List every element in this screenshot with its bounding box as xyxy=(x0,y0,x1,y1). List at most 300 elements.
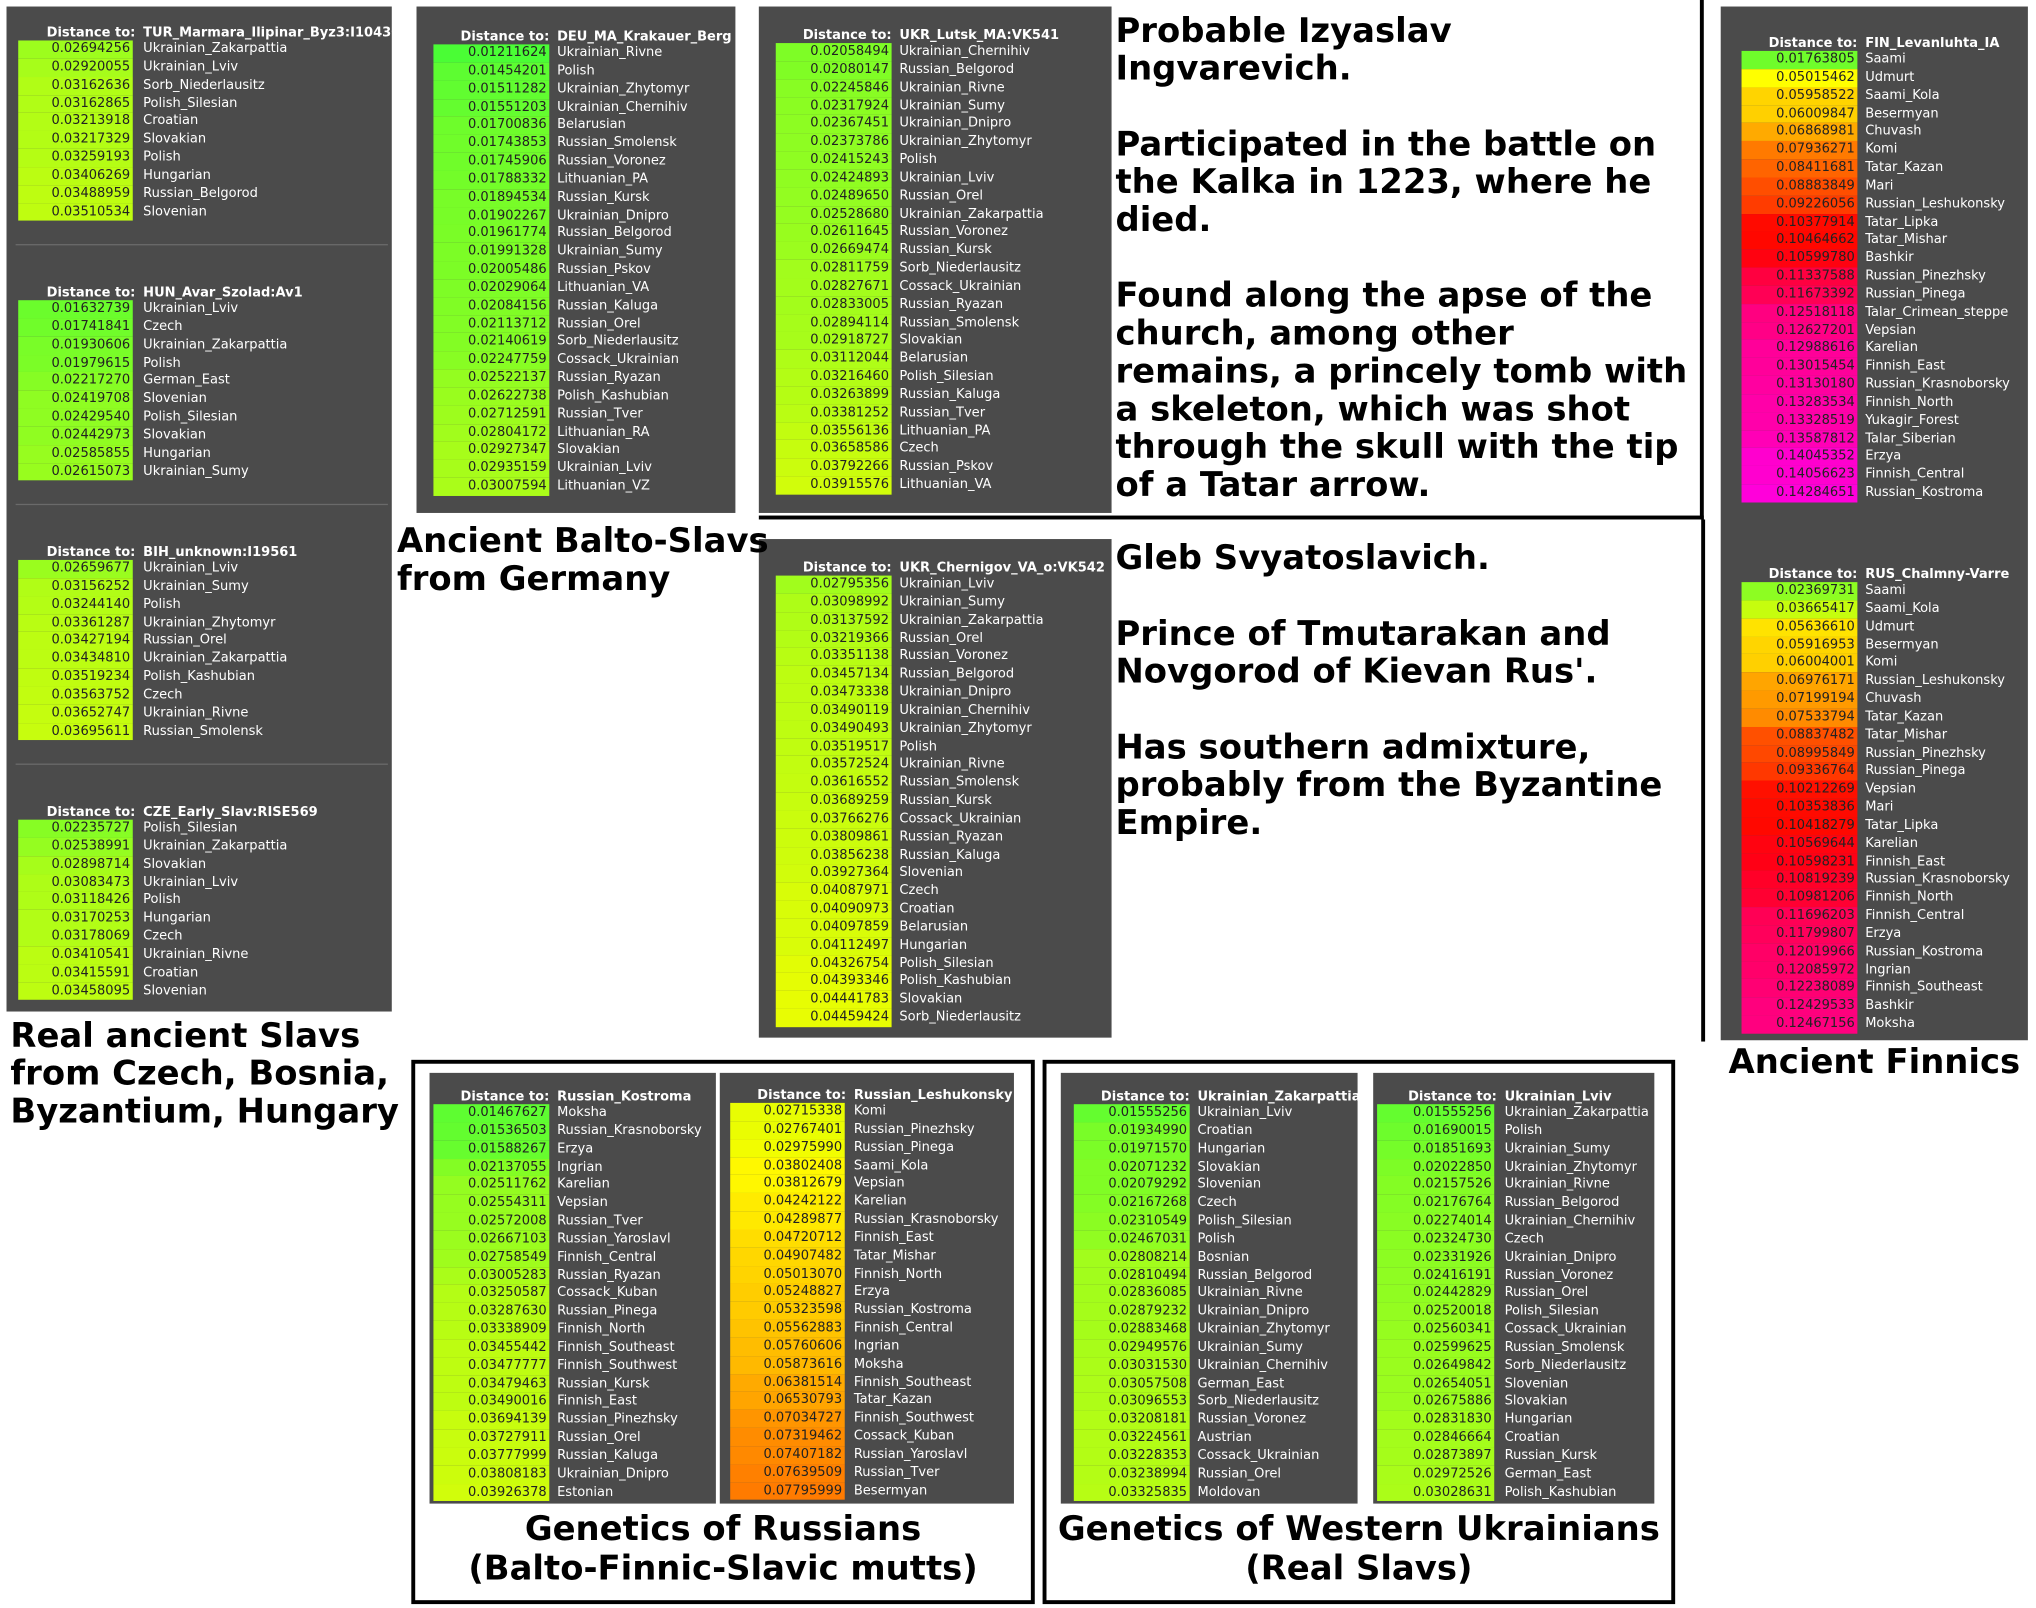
distance-value-cell: 0.02669474 xyxy=(776,242,892,260)
distance-value-cell: 0.03458095 xyxy=(18,982,133,1000)
distance-value-cell: 0.03926378 xyxy=(433,1484,549,1502)
population-name: Ukrainian_Zakarpattia xyxy=(143,651,288,666)
population-name: Komi xyxy=(1865,142,1898,157)
distance-value-cell: 0.03325835 xyxy=(1074,1484,1190,1502)
population-name: Vepsian xyxy=(1865,323,1916,338)
distance-value-cell: 0.02554311 xyxy=(433,1195,549,1213)
distance-value-cell: 0.01741841 xyxy=(18,318,133,336)
population-name: Hungarian xyxy=(1504,1412,1573,1427)
population-name: Polish xyxy=(1504,1123,1543,1138)
distance-value-cell: 0.03665417 xyxy=(1742,600,1858,618)
distance-value-cell: 0.02659677 xyxy=(18,560,133,578)
distance-value-cell: 0.02416191 xyxy=(1377,1267,1494,1285)
caption-line: (Real Slavs) xyxy=(1245,1549,1473,1589)
population-name: Russian_Smolensk xyxy=(557,135,677,151)
population-name: Czech xyxy=(143,687,183,703)
distance-value-cell: 0.02247759 xyxy=(433,351,549,369)
population-name: Ukrainian_Zakarpattia xyxy=(899,613,1044,628)
population-name: Russian_Belgorod xyxy=(1504,1195,1620,1211)
distance-value-cell: 0.02694256 xyxy=(18,40,133,58)
population-name: Erzya xyxy=(557,1141,594,1156)
distance-value-cell: 0.02176764 xyxy=(1377,1195,1494,1213)
population-name: Ukrainian_Sumy xyxy=(557,244,663,259)
population-name: Sorb_Niederlausitz xyxy=(143,77,265,93)
population-name: Finnish_East xyxy=(557,1394,637,1409)
population-name: Croatian xyxy=(143,114,199,129)
population-name: Tatar_Lipka xyxy=(1865,214,1939,230)
population-name: Ukrainian_Chernihiv xyxy=(1504,1213,1636,1229)
distance-value-cell: 0.02029064 xyxy=(433,279,549,297)
distance-value-cell: 0.02317924 xyxy=(776,97,892,115)
distance-value-cell: 0.02836085 xyxy=(1074,1285,1190,1303)
distance-value-cell: 0.06976171 xyxy=(1742,672,1858,690)
population-name: Russian_Pinega xyxy=(1865,287,1966,302)
population-name: Polish_Kashubian xyxy=(557,388,669,404)
distance-value-cell: 0.03658586 xyxy=(776,440,892,458)
distance-value-cell: 0.03434810 xyxy=(18,650,133,668)
distance-value-cell: 0.04097859 xyxy=(776,919,892,937)
population-name: Polish xyxy=(557,63,595,79)
population-name: Russian_Voronez xyxy=(899,649,1009,664)
population-name: Bosnian xyxy=(1197,1250,1250,1265)
caption-line: Byzantium, Hungary xyxy=(10,1092,399,1132)
target-population: TUR_Marmara_Ilipinar_Byz3:I10430 xyxy=(143,26,401,41)
target-population: RUS_Chalmny-Varre xyxy=(1865,567,2010,583)
distance-value-cell: 0.02972526 xyxy=(1377,1465,1494,1483)
distance-value-cell: 0.02810494 xyxy=(1074,1267,1190,1285)
distance-value-cell: 0.03156252 xyxy=(18,578,133,596)
distance-to-label: Distance to: xyxy=(1408,1089,1497,1105)
distance-value-cell: 0.02883468 xyxy=(1074,1321,1190,1339)
distance-value-cell: 0.02167268 xyxy=(1074,1195,1190,1213)
distance-value-cell: 0.07639509 xyxy=(730,1464,845,1482)
population-name: Finnish_Central xyxy=(853,1320,954,1336)
caption-russians xyxy=(411,1510,1034,1588)
distance-value-cell: 0.02827671 xyxy=(776,278,892,296)
target-population: Ukrainian_Lviv xyxy=(1504,1089,1612,1105)
distance-value-cell: 0.03162636 xyxy=(18,77,133,95)
distance-value-cell: 0.03490016 xyxy=(433,1393,549,1411)
population-name: Komi xyxy=(1865,655,1898,671)
distance-to-label: Distance to: xyxy=(1768,36,1858,51)
distance-value-cell: 0.02538991 xyxy=(18,838,133,856)
distance-value-cell: 0.03477777 xyxy=(433,1357,549,1375)
distance-value-cell: 0.01930606 xyxy=(18,336,133,354)
distance-value-cell: 0.02808214 xyxy=(1074,1249,1190,1267)
population-name: Bashkir xyxy=(1865,250,1914,266)
distance-to-label: Distance to: xyxy=(46,285,136,301)
population-name: Ukrainian_Rivne xyxy=(143,947,249,962)
distance-value-cell: 0.07199194 xyxy=(1742,690,1858,708)
distance-value-cell: 0.13587812 xyxy=(1742,430,1858,448)
population-name: Mari xyxy=(1865,800,1894,815)
distance-value-cell: 0.03351138 xyxy=(776,648,892,666)
population-name: Russian_Voronez xyxy=(1197,1412,1307,1427)
population-name: Slovenian xyxy=(1197,1177,1262,1193)
population-name: Finnish_Central xyxy=(557,1250,657,1265)
population-name: Russian_Voronez xyxy=(1504,1268,1614,1283)
distance-value-cell: 0.03652747 xyxy=(18,704,133,722)
distance-value-cell: 0.03031530 xyxy=(1074,1357,1190,1375)
distance-value-cell: 0.03112044 xyxy=(776,350,892,368)
population-name: Besermyan xyxy=(1865,106,1939,121)
population-name: Russian_Ryazan xyxy=(557,1268,661,1283)
distance-value-cell: 0.03856238 xyxy=(776,847,892,865)
caption-real-slavs xyxy=(10,1018,399,1132)
population-name: Ukrainian_Zhytomyr xyxy=(143,615,276,630)
population-name: Vepsian xyxy=(557,1195,608,1211)
population-name: Czech xyxy=(143,929,183,944)
population-name: Polish_Kashubian xyxy=(1504,1484,1617,1500)
population-name: Russian_Kursk xyxy=(557,190,650,205)
population-name: Russian_Pinezhsky xyxy=(1865,268,1986,284)
distance-value-cell: 0.03616552 xyxy=(776,774,892,792)
population-name: Moksha xyxy=(557,1105,607,1120)
population-name: Tatar_Kazan xyxy=(1865,709,1944,725)
distance-value-cell: 0.12238089 xyxy=(1742,980,1858,998)
population-name: Finnish_North xyxy=(1865,395,1954,410)
population-name: Erzya xyxy=(1865,926,1902,941)
target-population: BIH_unknown:I19561 xyxy=(143,545,298,560)
distance-value-cell: 0.03213918 xyxy=(18,113,133,131)
distance-value-cell: 0.01961774 xyxy=(433,225,549,243)
population-name: Sorb_Niederlausitz xyxy=(1197,1394,1319,1409)
population-name: Vepsian xyxy=(1865,782,1916,797)
distance-value-cell: 0.05636610 xyxy=(1742,618,1858,636)
population-name: Czech xyxy=(1504,1231,1545,1247)
distance-value-cell: 0.04459424 xyxy=(776,1009,892,1027)
population-name: Ukrainian_Zakarpattia xyxy=(899,206,1044,222)
distance-value-cell: 0.02585855 xyxy=(18,445,133,463)
distance-value-cell: 0.05958522 xyxy=(1742,87,1858,105)
distance-value-cell: 0.03162865 xyxy=(18,95,133,113)
distance-value-cell: 0.03488959 xyxy=(18,185,133,203)
distance-value-cell: 0.13283534 xyxy=(1742,394,1858,412)
population-name: Lithuanian_VA xyxy=(899,477,992,493)
population-name: Russian_Belgorod xyxy=(143,186,258,201)
distance-value-cell: 0.03694139 xyxy=(433,1411,549,1429)
distance-value-cell: 0.10353836 xyxy=(1742,799,1858,817)
population-name: Finnish_Southwest xyxy=(853,1411,975,1426)
population-name: Russian_Smolensk xyxy=(899,775,1020,790)
distance-value-cell: 0.02654051 xyxy=(1377,1375,1494,1393)
target-population: UKR_Lutsk_MA:VK541 xyxy=(899,28,1060,44)
distance-value-cell: 0.14284651 xyxy=(1742,484,1858,502)
population-name: Cossack_Ukrainian xyxy=(899,279,1022,294)
population-name: Chuvash xyxy=(1865,124,1922,139)
population-name: Slovakian xyxy=(143,427,207,443)
distance-value-cell: 0.01551203 xyxy=(433,99,549,117)
distance-value-cell: 0.02324730 xyxy=(1377,1231,1494,1249)
population-name: Ukrainian_Sumy xyxy=(1197,1340,1303,1355)
distance-value-cell: 0.01979615 xyxy=(18,354,133,372)
note-gleb xyxy=(1115,540,1688,881)
population-name: Russian_Pskov xyxy=(899,459,994,475)
distance-value-cell: 0.03338909 xyxy=(433,1321,549,1339)
distance-value-cell: 0.02157526 xyxy=(1377,1176,1494,1194)
population-name: Ukrainian_Zakarpattia xyxy=(143,839,288,854)
population-name: Polish_Silesian xyxy=(143,409,238,425)
distance-value-cell: 0.04112497 xyxy=(776,937,892,955)
distance-value-cell: 0.03572524 xyxy=(776,756,892,774)
population-name: Russian_Kursk xyxy=(1504,1448,1598,1464)
distance-to-label: Distance to: xyxy=(1768,567,1858,583)
distance-to-label: Distance to: xyxy=(460,1089,550,1105)
population-name: Sorb_Niederlausitz xyxy=(557,334,679,350)
population-name: Tatar_Mishar xyxy=(1865,232,1948,248)
population-name: Lithuanian_VA xyxy=(557,280,650,295)
population-name: Ukrainian_Lviv xyxy=(143,59,239,75)
population-name: Russian_Kostroma xyxy=(1865,944,1984,960)
distance-value-cell: 0.02560341 xyxy=(1377,1321,1494,1339)
population-name: Moksha xyxy=(1865,1016,1915,1032)
population-name: Slovakian xyxy=(143,132,207,147)
population-name: Czech xyxy=(899,441,939,457)
distance-value-cell: 0.03556136 xyxy=(776,422,892,440)
distance-value-cell: 0.01536503 xyxy=(433,1122,549,1140)
distance-value-cell: 0.02331926 xyxy=(1377,1249,1494,1267)
distance-value-cell: 0.12429533 xyxy=(1742,998,1858,1016)
population-name: Russian_Orel xyxy=(1504,1286,1589,1301)
population-name: Ukrainian_Zakarpattia xyxy=(143,41,288,57)
population-name: Saami xyxy=(1865,583,1906,598)
population-name: Finnish_East xyxy=(853,1230,934,1245)
distance-value-cell: 0.12518118 xyxy=(1742,304,1858,322)
distance-value-cell: 0.05760606 xyxy=(730,1338,845,1356)
population-name: Ukrainian_Lviv xyxy=(143,875,239,890)
population-name: Ukrainian_Lviv xyxy=(143,301,239,316)
population-name: Ukrainian_Zakarpattia xyxy=(1504,1105,1649,1120)
distance-value-cell: 0.10464662 xyxy=(1742,232,1858,250)
distance-value-cell: 0.04090973 xyxy=(776,901,892,919)
distance-value-cell: 0.01211624 xyxy=(433,44,549,62)
distance-value-cell: 0.08995849 xyxy=(1742,745,1858,763)
distance-value-cell: 0.02649842 xyxy=(1377,1357,1494,1375)
distance-value-cell: 0.02245846 xyxy=(776,79,892,97)
distance-value-cell: 0.12627201 xyxy=(1742,322,1858,340)
population-name: Finnish_East xyxy=(1865,359,1946,374)
distance-value-cell: 0.03927364 xyxy=(776,865,892,883)
distance-value-cell: 0.02217270 xyxy=(18,372,133,390)
population-name: Czech xyxy=(1197,1195,1237,1211)
distance-value-cell: 0.12085972 xyxy=(1742,961,1858,979)
population-name: Polish_Silesian xyxy=(143,820,238,836)
population-name: Russian_Orel xyxy=(143,633,227,648)
distance-value-cell: 0.01555256 xyxy=(1377,1104,1494,1122)
population-name: Ukrainian_Sumy xyxy=(143,579,249,594)
distance-value-cell: 0.03137592 xyxy=(776,612,892,630)
population-name: Ukrainian_Zhytomyr xyxy=(1504,1159,1637,1175)
population-name: Tatar_Mishar xyxy=(853,1248,936,1264)
distance-value-cell: 0.03457134 xyxy=(776,666,892,684)
population-name: Polish_Kashubian xyxy=(143,669,255,684)
target-population: Russian_Leshukonsky xyxy=(853,1088,1013,1103)
population-name: Cossack_Ukrainian xyxy=(1504,1322,1627,1337)
distance-value-cell: 0.02442829 xyxy=(1377,1285,1494,1303)
population-name: Russian_Ryazan xyxy=(557,370,661,386)
population-name: Ukrainian_Lviv xyxy=(143,561,239,576)
distance-value-cell: 0.03777999 xyxy=(433,1447,549,1465)
distance-value-cell: 0.03028631 xyxy=(1377,1484,1494,1502)
distance-value-cell: 0.02949576 xyxy=(1074,1339,1190,1357)
population-name: Russian_Orel xyxy=(557,1430,641,1445)
distance-value-cell: 0.02611645 xyxy=(776,224,892,242)
caption-line: Genetics of Russians xyxy=(524,1510,922,1550)
distance-value-cell: 0.02369731 xyxy=(1742,582,1858,600)
population-name: Ukrainian_Rivne xyxy=(557,45,663,61)
distance-value-cell: 0.03809861 xyxy=(776,828,892,846)
distance-value-cell: 0.03455442 xyxy=(433,1339,549,1357)
distance-value-cell: 0.04720712 xyxy=(730,1229,845,1247)
distance-value-cell: 0.09226056 xyxy=(1742,195,1858,213)
population-name: Cossack_Ukrainian xyxy=(557,352,679,368)
population-name: Sorb_Niederlausitz xyxy=(899,1010,1021,1025)
population-name: Slovenian xyxy=(143,983,207,998)
population-name: Russian_Kursk xyxy=(899,243,992,258)
caption-line: Real ancient Slavs xyxy=(10,1016,361,1056)
population-name: Tatar_Mishar xyxy=(1865,727,1948,743)
population-name: Ingrian xyxy=(557,1159,603,1175)
distance-value-cell: 0.02831830 xyxy=(1377,1411,1494,1429)
distance-value-cell: 0.05323598 xyxy=(730,1302,845,1320)
population-name: Ukrainian_Chernihiv xyxy=(899,44,1030,59)
distance-value-cell: 0.02528680 xyxy=(776,206,892,224)
population-name: Finnish_Central xyxy=(1865,467,1965,483)
distance-value-cell: 0.11696203 xyxy=(1742,907,1858,925)
note-paragraph: Found along the apse of the church, among other remains, a princely tomb with a skeleton, which was shot through the skull with the tip of a Tatar arrow. xyxy=(1115,276,1688,506)
distance-value-cell: 0.03410541 xyxy=(18,946,133,964)
population-name: Czech xyxy=(143,319,183,334)
population-name: Ukrainian_Zhytomyr xyxy=(899,721,1032,736)
distance-value-cell: 0.02467031 xyxy=(1074,1231,1190,1249)
distance-value-cell: 0.10212269 xyxy=(1742,781,1858,799)
population-name: Ukrainian_Dnipro xyxy=(557,1466,669,1482)
population-name: Belarusian xyxy=(899,920,969,935)
population-name: Belarusian xyxy=(557,117,626,133)
population-name: Russian_Yaroslavl xyxy=(853,1447,968,1462)
distance-value-cell: 0.12467156 xyxy=(1742,1016,1858,1034)
distance-to-label: Distance to: xyxy=(46,805,136,820)
distance-value-cell: 0.02511762 xyxy=(433,1176,549,1194)
distance-value-cell: 0.13130180 xyxy=(1742,376,1858,394)
distance-value-cell: 0.01934990 xyxy=(1074,1122,1190,1140)
population-name: Croatian xyxy=(1504,1430,1560,1445)
population-name: Ukrainian_Sumy xyxy=(899,594,1005,610)
population-name: Russian_Ryazan xyxy=(899,297,1004,312)
distance-value-cell: 0.05916953 xyxy=(1742,636,1858,654)
distance-value-cell: 0.12019966 xyxy=(1742,943,1858,961)
population-name: Russian_Orel xyxy=(899,188,983,204)
population-name: Ukrainian_Lviv xyxy=(899,170,995,186)
frame-line xyxy=(1700,0,1704,519)
population-name: Polish_Silesian xyxy=(899,369,994,384)
distance-value-cell: 0.14045352 xyxy=(1742,448,1858,466)
population-name: Russian_Pinega xyxy=(853,1140,955,1155)
distance-value-cell: 0.11673392 xyxy=(1742,286,1858,304)
distance-value-cell: 0.02373786 xyxy=(776,133,892,151)
population-name: Russian_Belgorod xyxy=(899,62,1015,77)
population-name: Udmurt xyxy=(1865,619,1915,634)
population-name: Talar_Crimean_steppe xyxy=(1865,305,2009,320)
distance-value-cell: 0.02975990 xyxy=(730,1139,845,1157)
distance-value-cell: 0.02846664 xyxy=(1377,1429,1494,1447)
population-name: Talar_Siberian xyxy=(1865,431,1956,446)
distance-value-cell: 0.03178069 xyxy=(18,928,133,946)
distance-value-cell: 0.03244140 xyxy=(18,596,133,614)
distance-value-cell: 0.03238994 xyxy=(1074,1465,1190,1483)
population-name: Ukrainian_Sumy xyxy=(1504,1141,1611,1156)
population-name: Polish xyxy=(143,150,181,165)
target-population: DEU_MA_Krakauer_Berg xyxy=(557,30,732,45)
distance-value-cell: 0.03727911 xyxy=(433,1429,549,1447)
distance-value-cell: 0.02140619 xyxy=(433,333,549,351)
population-name: Karelian xyxy=(557,1177,610,1193)
note-paragraph: Prince of Tmutarakan and Novgorod of Kievan Rus'. xyxy=(1115,614,1611,692)
distance-value-cell: 0.06530793 xyxy=(730,1392,845,1410)
distance-value-cell: 0.03792266 xyxy=(776,459,892,477)
distance-value-cell: 0.03287630 xyxy=(433,1303,549,1321)
distance-value-cell: 0.03802408 xyxy=(730,1157,845,1175)
population-name: Russian_Kursk xyxy=(557,1376,650,1391)
distance-value-cell: 0.03263899 xyxy=(776,386,892,404)
distance-value-cell: 0.08883849 xyxy=(1742,177,1858,195)
population-name: Ukrainian_Zakarpattia xyxy=(143,337,288,352)
distance-value-cell: 0.12988616 xyxy=(1742,340,1858,358)
distance-value-cell: 0.03096553 xyxy=(1074,1393,1190,1411)
population-name: Czech xyxy=(899,883,939,899)
distance-value-cell: 0.02615073 xyxy=(18,463,133,481)
population-name: Udmurt xyxy=(1865,70,1915,85)
caption-ukrainians xyxy=(1043,1510,1676,1588)
population-name: Russian_Belgorod xyxy=(557,226,672,241)
population-name: Slovenian xyxy=(1504,1376,1569,1391)
population-name: Russian_Orel xyxy=(1197,1466,1282,1482)
distance-value-cell: 0.06004001 xyxy=(1742,654,1858,672)
distance-value-cell: 0.03490493 xyxy=(776,720,892,738)
population-name: Hungarian xyxy=(143,911,211,926)
distance-value-cell: 0.06868981 xyxy=(1742,123,1858,141)
distance-value-cell: 0.03519517 xyxy=(776,738,892,756)
distance-value-cell: 0.03479463 xyxy=(433,1375,549,1393)
population-name: Ukrainian_Chernihiv xyxy=(1197,1358,1328,1373)
population-name: Finnish_Southwest xyxy=(557,1358,678,1373)
population-name: Ukrainian_Dnipro xyxy=(557,208,669,223)
population-name: Sorb_Niederlausitz xyxy=(1504,1358,1627,1373)
population-name: Russian_Belgorod xyxy=(1197,1268,1313,1283)
population-name: Croatian xyxy=(1197,1123,1253,1138)
distance-value-cell: 0.03695611 xyxy=(18,722,133,740)
distance-value-cell: 0.03118426 xyxy=(18,892,133,910)
distance-value-cell: 0.05562883 xyxy=(730,1320,845,1338)
population-name: Ukrainian_Lviv xyxy=(899,576,995,592)
distance-value-cell: 0.02522137 xyxy=(433,370,549,388)
distance-value-cell: 0.03915576 xyxy=(776,477,892,495)
distance-value-cell: 0.01700836 xyxy=(433,117,549,135)
caption-finnics: Ancient Finnics xyxy=(1728,1042,2021,1083)
distance-value-cell: 0.14056623 xyxy=(1742,466,1858,484)
distance-to-label: Distance to: xyxy=(757,1088,847,1103)
caption-balto-slavs xyxy=(397,523,769,599)
target-population: Ukrainian_Zakarpattia xyxy=(1197,1089,1361,1105)
population-name: Ukrainian_Zhytomyr xyxy=(1197,1322,1330,1337)
target-population: HUN_Avar_Szolad:Av1 xyxy=(143,285,303,301)
distance-value-cell: 0.07034727 xyxy=(730,1410,845,1428)
population-name: Ukrainian_Rivne xyxy=(143,705,249,721)
caption-line: (Balto-Finnic-Slavic mutts) xyxy=(468,1549,978,1589)
population-name: Polish_Silesian xyxy=(1504,1304,1599,1319)
distance-value-cell: 0.04907482 xyxy=(730,1247,845,1265)
distance-value-cell: 0.01690015 xyxy=(1377,1122,1494,1140)
